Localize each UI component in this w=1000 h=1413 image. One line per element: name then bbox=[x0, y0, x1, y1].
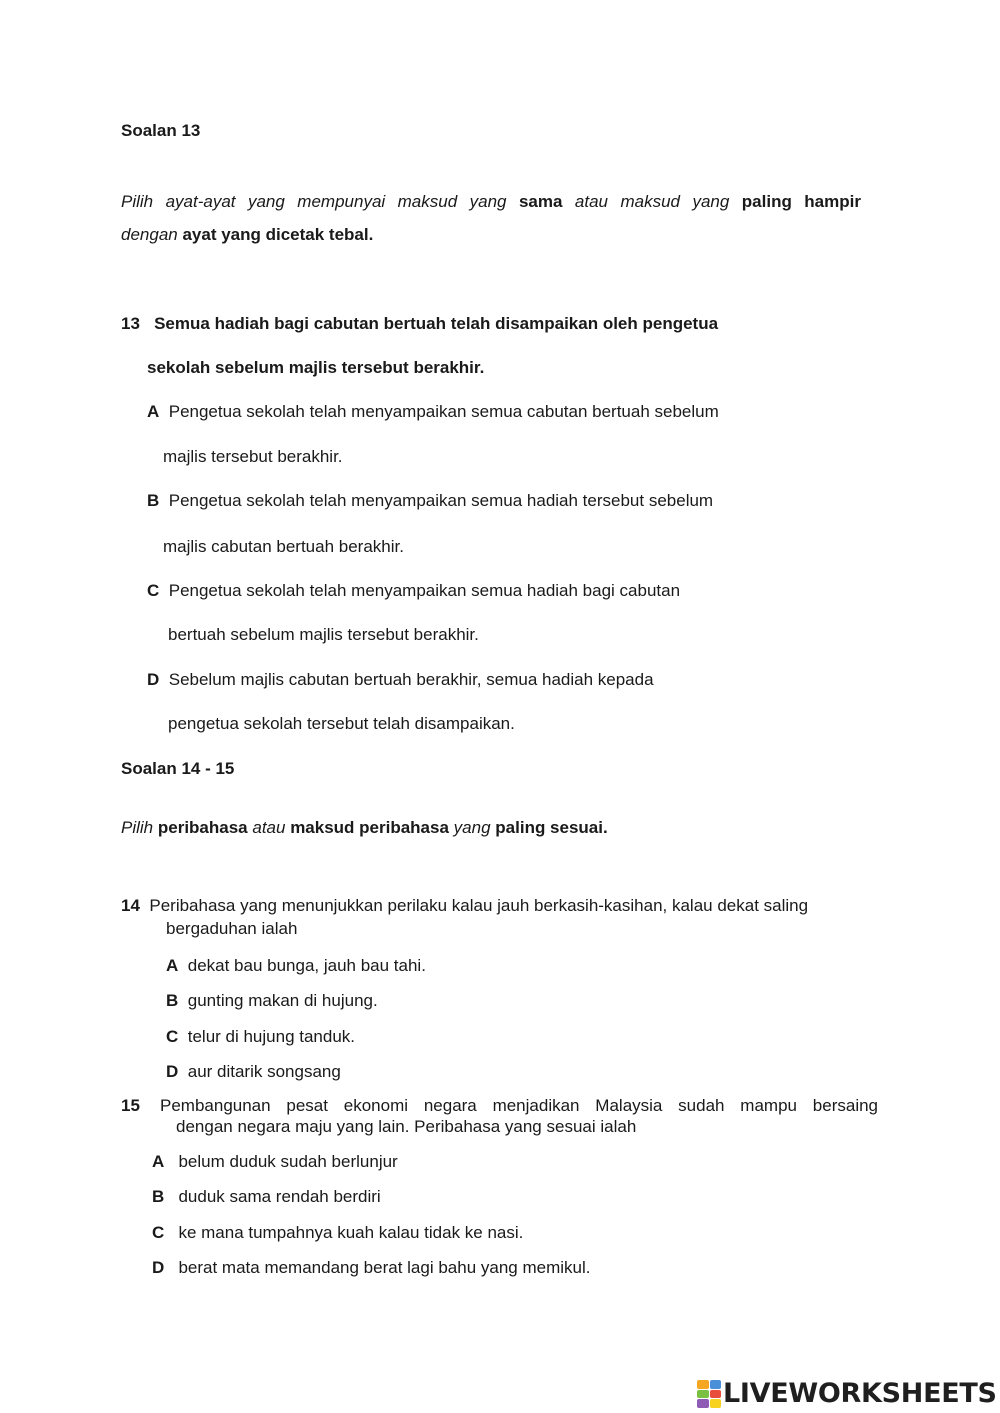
logo-block bbox=[710, 1399, 722, 1408]
liveworksheets-logo bbox=[697, 1378, 997, 1410]
instruction-line-2: dengan ayat yang dicetak tebal. bbox=[121, 225, 374, 244]
q13-option-b-cont: majlis cabutan bertuah berakhir. bbox=[163, 537, 404, 556]
q14-option-c[interactable]: C telur di hujung tanduk. bbox=[166, 1027, 356, 1046]
q13-option-a-cont: majlis tersebut berakhir. bbox=[163, 447, 343, 466]
q13-option-c-cont: bertuah sebelum majlis tersebut berakhir. bbox=[168, 625, 479, 644]
logo-icon bbox=[697, 1380, 721, 1408]
q13-option-d[interactable]: D Sebelum majlis cabutan bertuah berakhir, semua hadiah kepada bbox=[147, 670, 654, 689]
section-title: Soalan 13 bbox=[121, 121, 201, 140]
question-15-number: 15 bbox=[121, 1096, 140, 1115]
instruction-line-1: Pilih ayat-ayat yang mempunyai maksud yang sama atau maksud yang paling hampir bbox=[121, 192, 861, 211]
instruction: Pilih peribahasa atau maksud peribahasa yang paling sesuai. bbox=[121, 818, 608, 837]
q15-option-d[interactable]: D berat mata memandang berat lagi bahu yang memikul. bbox=[152, 1258, 591, 1277]
logo-block bbox=[697, 1399, 709, 1408]
question-15-stem-line-1: Pembangunan pesat ekonomi negara menjadikan Malaysia sudah mampu bersaing bbox=[160, 1096, 878, 1115]
q13-option-b[interactable]: B Pengetua sekolah telah menyampaikan semua hadiah tersebut sebelum bbox=[147, 491, 714, 510]
question-13-stem-line-2: sekolah sebelum majlis tersebut berakhir. bbox=[147, 358, 485, 377]
question-15-stem-line-2: dengan negara maju yang lain. Peribahasa yang sesuai ialah bbox=[176, 1117, 637, 1136]
section-title: Soalan 14 - 15 bbox=[121, 759, 235, 778]
q13-option-c[interactable]: C Pengetua sekolah telah menyampaikan semua hadiah bagi cabutan bbox=[147, 581, 681, 600]
q13-option-d-cont: pengetua sekolah tersebut telah disampaikan. bbox=[168, 714, 515, 733]
question-14-stem-line-1: 14 Peribahasa yang menunjukkan perilaku kalau jauh berkasih-kasihan, kalau dekat saling bbox=[121, 896, 809, 915]
logo-text: LIVEWORKSHEETS bbox=[723, 1378, 997, 1409]
question-13-stem-line-1: 13 Semua hadiah bagi cabutan bertuah telah disampaikan oleh pengetua bbox=[121, 314, 719, 333]
q14-option-b[interactable]: B gunting makan di hujung. bbox=[166, 991, 378, 1010]
q14-option-d[interactable]: D aur ditarik songsang bbox=[166, 1062, 341, 1081]
logo-block bbox=[710, 1390, 722, 1399]
q15-option-c[interactable]: C ke mana tumpahnya kuah kalau tidak ke nasi. bbox=[152, 1223, 524, 1242]
q14-option-a[interactable]: A dekat bau bunga, jauh bau tahi. bbox=[166, 956, 426, 975]
q15-option-a[interactable]: A belum duduk sudah berlunjur bbox=[152, 1152, 398, 1171]
logo-block bbox=[697, 1390, 709, 1399]
q15-option-b[interactable]: B duduk sama rendah berdiri bbox=[152, 1187, 381, 1206]
logo-block bbox=[697, 1380, 709, 1389]
question-14-stem-line-2: bergaduhan ialah bbox=[166, 919, 298, 938]
logo-block bbox=[710, 1380, 722, 1389]
q13-option-a[interactable]: A Pengetua sekolah telah menyampaikan semua cabutan bertuah sebelum bbox=[147, 402, 719, 421]
